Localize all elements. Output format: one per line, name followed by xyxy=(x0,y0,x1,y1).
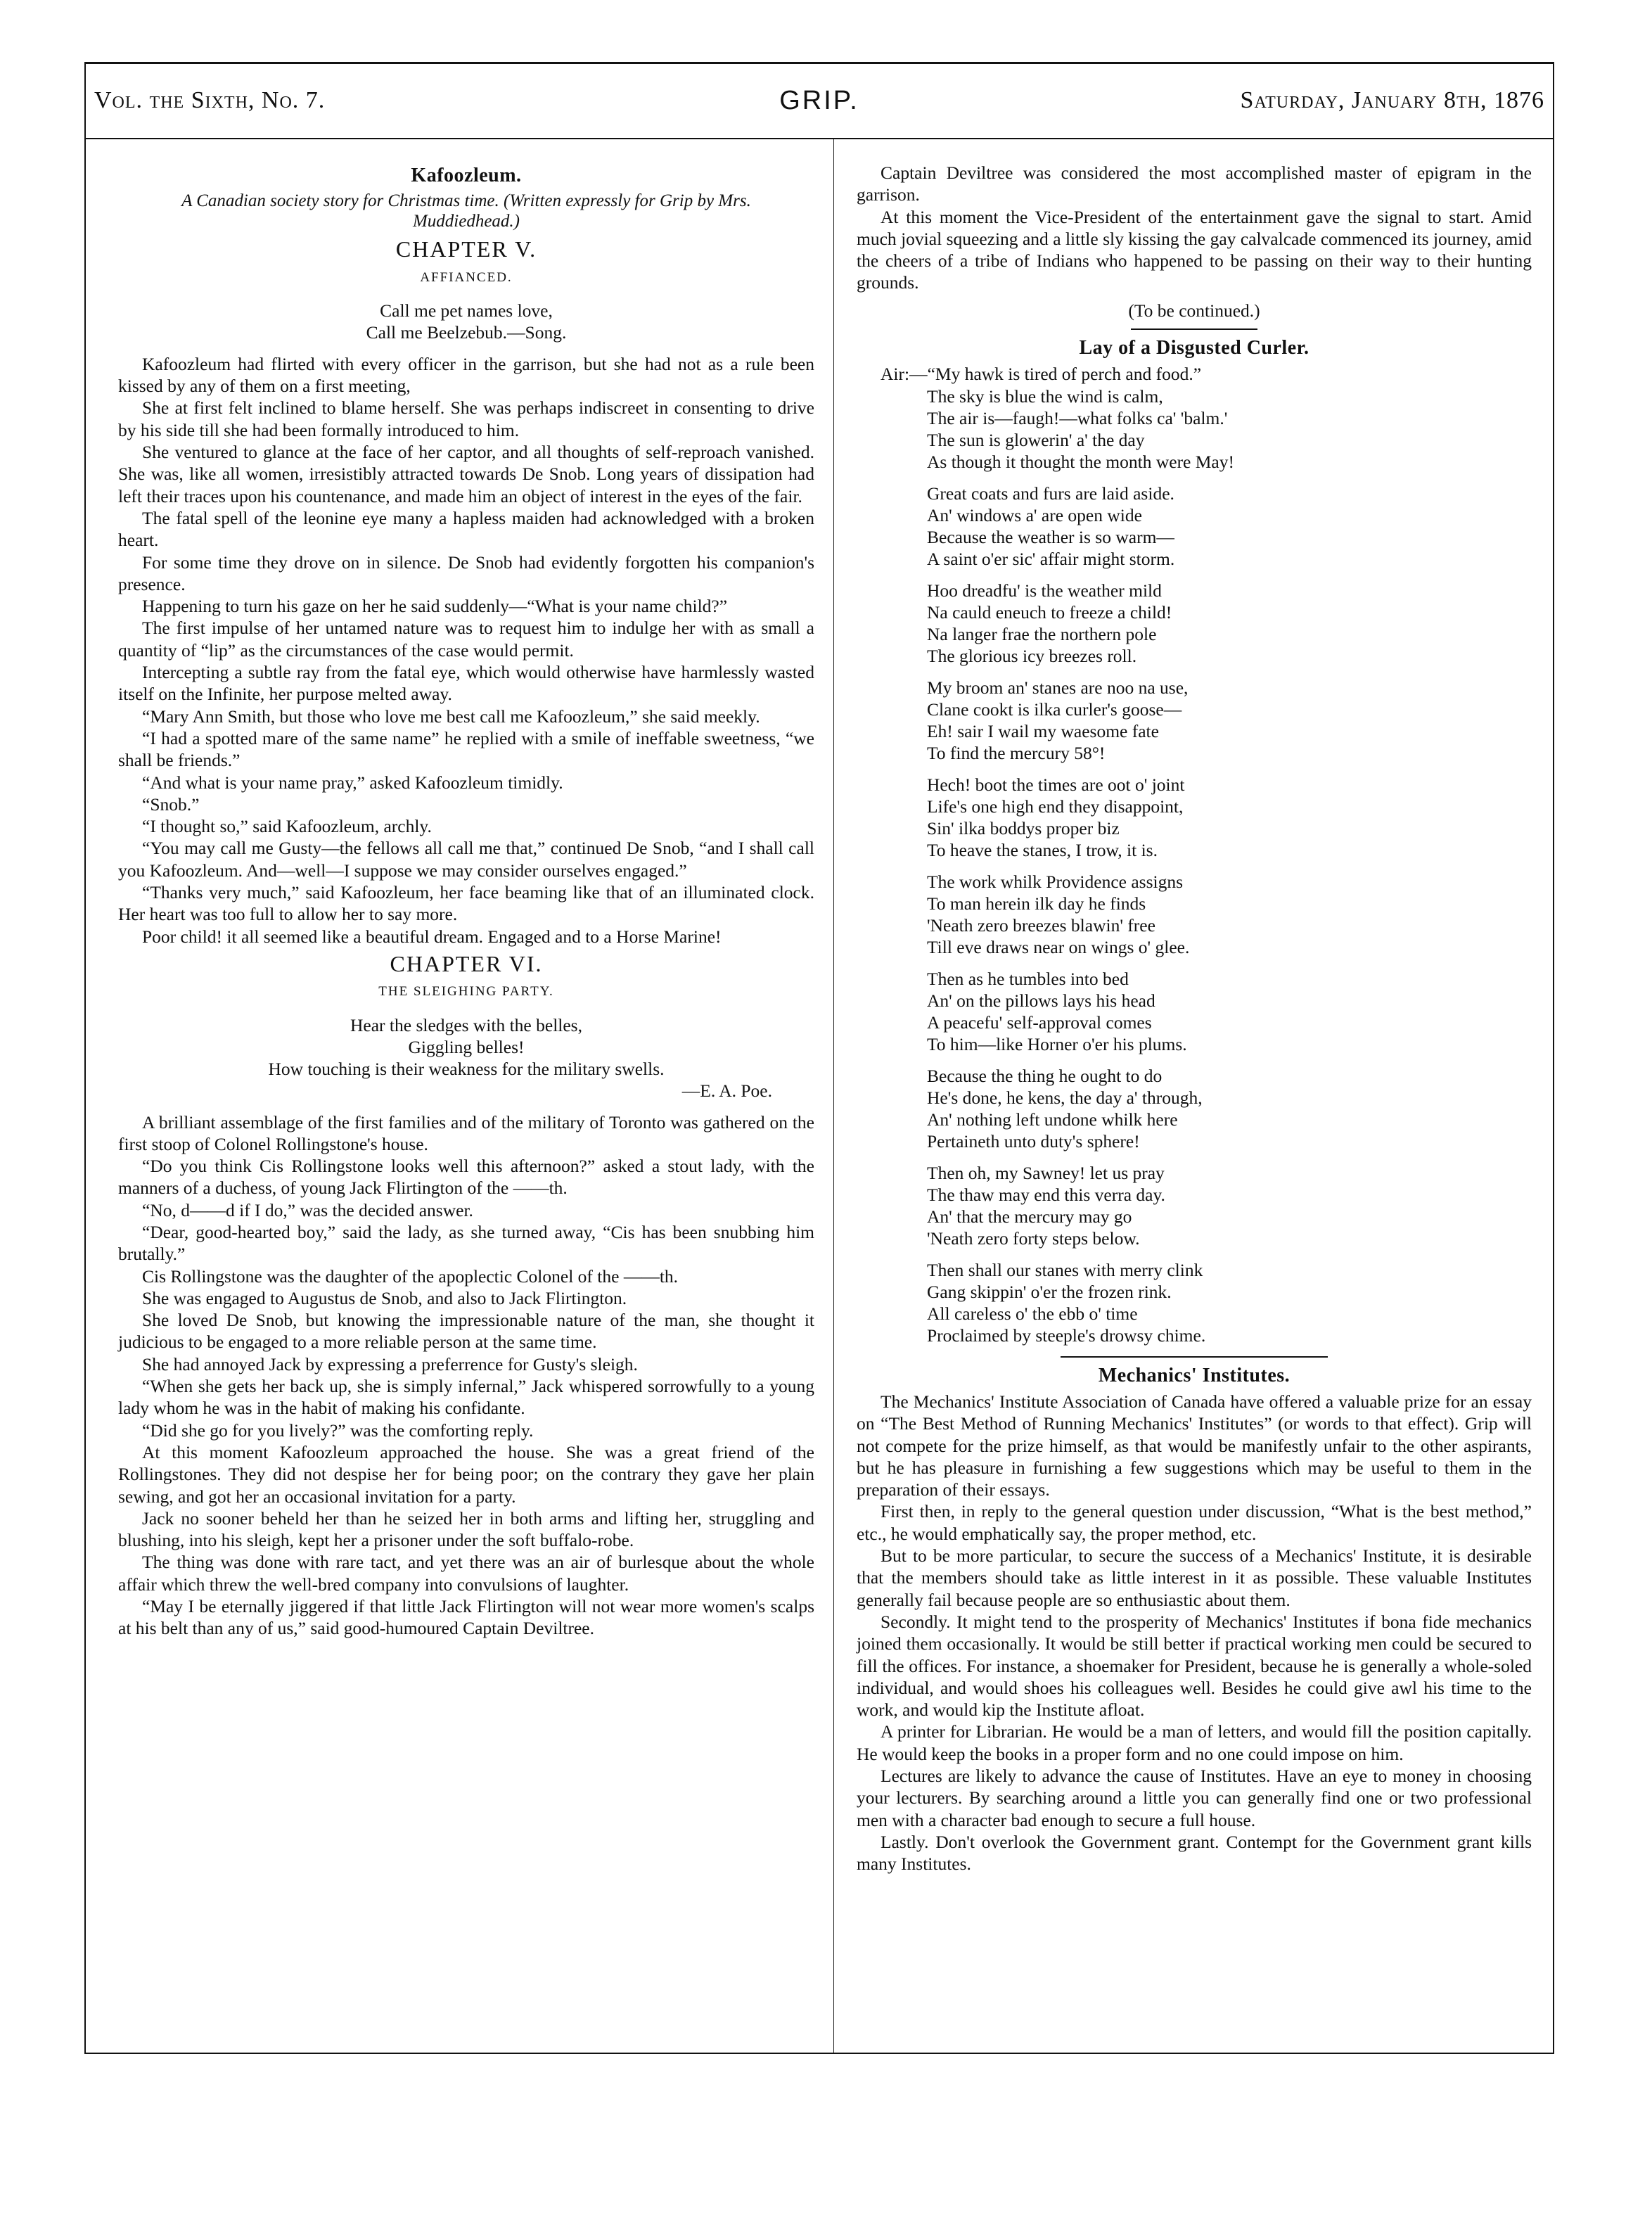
poem-stanza xyxy=(927,1065,1532,1152)
paragraph: At this moment the Vice-President of the entertainment gave the signal to start. Amid much jovial squeezing and a little sly kissing the gay calvalcade commenced its journey, amid the cheers of a tribe of Indians who happened to be passing on their way to their hunting grounds. xyxy=(857,206,1532,293)
epigraph-line: Call me pet names love, xyxy=(380,300,553,321)
poem-stanza xyxy=(927,774,1532,861)
paragraph: Secondly. It might tend to the prosperity of Mechanics' Institutes if bona fide mechanics joined them occasionally. It would be still better if practical working men could be secured to fill the offices. For instance, a shoemaker for President, because he is generally a whole-soled individual, and would shoes his colleagues well. Besides he could give awl his time to the work, and would kip the Institute afloat. xyxy=(857,1611,1532,1721)
paragraph: “May I be eternally jiggered if that little Jack Flirtington will not wear more women's scalps at his belt than any of us,” said good-humoured Captain Deviltree. xyxy=(118,1596,814,1639)
poem-body xyxy=(927,385,1532,1346)
paragraph: Lectures are likely to advance the cause of Institutes. Have an eye to money in choosing your lecturers. By searching around a little you can generally find one or two professional men with a character bad enough to secure a full house. xyxy=(857,1766,1532,1830)
chapter-5-heading: CHAPTER V. xyxy=(395,236,537,262)
mechanics-title: Mechanics' Institutes. xyxy=(1098,1364,1291,1386)
issue-date: Saturday, January 8th, 1876 xyxy=(1240,87,1544,113)
epigraph-line: Giggling belles! xyxy=(408,1036,525,1057)
paragraph: Cis Rollingstone was the daughter of the apoplectic Colonel of the ——th. xyxy=(142,1265,679,1287)
paragraph: “Thanks very much,” said Kafoozleum, her face beaming like that of an illuminated clock. Her heart was too full to allow her to say more. xyxy=(118,882,814,925)
paragraph: Intercepting a subtle ray from the fatal eye, which would otherwise have harmlessly wasted itself on the Infinite, her purpose melted away. xyxy=(118,662,814,705)
poem-line: He's done, he kens, the day a' through, xyxy=(927,1087,1203,1108)
paragraph: “Do you think Cis Rollingstone looks well this afternoon?” asked a stout lady, with the manners of a duchess, of young Jack Flirtington of the ——th. xyxy=(118,1156,814,1199)
paragraph: A printer for Librarian. He would be a man of letters, and would fill the position capitally. He would keep the books in a proper form and no one could impose on him. xyxy=(857,1721,1532,1764)
column-divider xyxy=(833,139,834,2053)
paragraph: “You may call me Gusty—the fellows all call me that,” continued De Snob, “and I shall call you Kafoozleum. And—well—I suppose we may consider ourselves engaged.” xyxy=(118,838,814,881)
chapter-6-subheading: THE SLEIGHING PARTY. xyxy=(378,984,554,1000)
paragraph: She loved De Snob, but knowing the impressionable nature of the man, she thought it judicious to be engaged to a more reliable person at the same time. xyxy=(118,1310,814,1353)
poem-line: An' windows a' are open wide xyxy=(927,504,1142,525)
poem-line: An' on the pillows lays his head xyxy=(927,990,1155,1011)
poem-line: Hoo dreadfu' is the weather mild xyxy=(927,580,1162,601)
masthead xyxy=(84,83,1554,125)
poem-line: A saint o'er sic' affair might storm. xyxy=(927,548,1175,569)
paragraph: “No, d——d if I do,” was the decided answer. xyxy=(142,1199,473,1220)
paragraph: The thing was done with rare tact, and yet there was an air of burlesque about the whole affair which threw the well-bred company into convulsions of laughter. xyxy=(118,1552,814,1595)
paragraph: The fatal spell of the leonine eye many a hapless maiden had acknowledged with a broken heart. xyxy=(118,507,814,551)
poem-line: Gang skippin' o'er the frozen rink. xyxy=(927,1281,1172,1302)
paragraph: “I thought so,” said Kafoozleum, archly. xyxy=(142,816,432,837)
epigraph-line: Call me Beelzebub.—Song. xyxy=(366,321,567,343)
poem-line: Life's one high end they disappoint, xyxy=(927,796,1184,817)
poem-line: The thaw may end this verra day. xyxy=(927,1184,1165,1205)
poem-air: Air:—“My hawk is tired of perch and food.” xyxy=(881,364,1202,385)
poem-title: Lay of a Disgusted Curler. xyxy=(1079,337,1310,359)
poem-line: Then shall our stanes with merry clink xyxy=(927,1259,1203,1280)
paragraph: Happening to turn his gaze on her he said suddenly—“What is your name child?” xyxy=(142,596,728,617)
poem-line: All careless o' the ebb o' time xyxy=(927,1303,1138,1324)
poem-line: Because the thing he ought to do xyxy=(927,1065,1163,1086)
paragraph: Lastly. Don't overlook the Government grant. Contempt for the Government grant kills many Institutes. xyxy=(857,1831,1532,1875)
masthead-rule xyxy=(84,138,1554,139)
volume-number: Vol. the Sixth, No. 7. xyxy=(94,87,326,113)
paragraph: A brilliant assemblage of the first families and of the military of Toronto was gathered on the first stoop of Colonel Rollingstone's house. xyxy=(118,1111,814,1154)
poem-line: Hech! boot the times are oot o' joint xyxy=(927,774,1185,795)
epigraph-line: How touching is their weakness for the military swells. xyxy=(268,1058,665,1079)
poem-line: My broom an' stanes are noo na use, xyxy=(927,677,1189,698)
paragraph: “I had a spotted mare of the same name” he replied with a smile of ineffable sweetness, “we shall be friends.” xyxy=(118,727,814,771)
poem-stanza xyxy=(927,968,1532,1055)
poem-stanza xyxy=(927,871,1532,958)
left-border xyxy=(84,62,86,2053)
paragraph: Captain Deviltree was considered the most accomplished master of epigram in the garrison. xyxy=(857,162,1532,205)
chapter-6-epigraph xyxy=(118,1014,814,1102)
poem-line: The sun is glowerin' a' the day xyxy=(927,429,1145,450)
poem-stanza xyxy=(927,1162,1532,1249)
poem-line: Eh! sair I wail my waesome fate xyxy=(927,720,1159,741)
paragraph: “When she gets her back up, she is simply infernal,” Jack whispered sorrowfully to a young lady whom he was in the habit of making his confidante. xyxy=(118,1376,814,1419)
poem-line: Clane cookt is ilka curler's goose— xyxy=(927,698,1182,720)
chapter-5-subheading: AFFIANCED. xyxy=(420,269,513,285)
paragraph: The Mechanics' Institute Association of Canada have offered a valuable prize for an essay on “The Best Method of Running Mechanics' Institutes” (or words to that effect). Grip will not compete for the prize himself, as that would be manifestly unfair to the other aspirants, but he has pleasure in furnishing a few suggestions which may be useful to them in the preparation of their essays. xyxy=(857,1391,1532,1500)
poem-line: The air is—faugh!—what folks ca' 'balm.' xyxy=(927,407,1228,428)
paragraph: “Mary Ann Smith, but those who love me best call me Kafoozleum,” she said meekly. xyxy=(142,706,760,727)
paragraph: “And what is your name pray,” asked Kafoozleum timidly. xyxy=(142,772,563,793)
paragraph: She at first felt inclined to blame herself. She was perhaps indiscreet in consenting to drive by his side till she had been formally introduced to him. xyxy=(118,397,814,440)
poem-line: Till eve draws near on wings o' glee. xyxy=(927,936,1190,957)
paragraph: “Did she go for you lively?” was the comforting reply. xyxy=(142,1420,534,1441)
poem-stanza xyxy=(927,677,1532,764)
paragraph: “Dear, good-hearted boy,” said the lady, as she turned away, “Cis has been snubbing him brutally.” xyxy=(118,1221,814,1265)
right-column xyxy=(857,162,1532,1875)
right-border xyxy=(1553,62,1554,2053)
paragraph: “Snob.” xyxy=(142,793,200,815)
paragraph: Jack no sooner beheld her than he seized her in both arms and lifting her, struggling and blushing, into his sleigh, kept her a prisoner under the soft buffalo-robe. xyxy=(118,1507,814,1551)
poem-line: To heave the stanes, I trow, it is. xyxy=(927,839,1158,860)
poem-line: Because the weather is so warm— xyxy=(927,526,1174,547)
poem-line: An' nothing left undone whilk here xyxy=(927,1109,1178,1130)
newspaper-page xyxy=(84,0,1554,2220)
paragraph: The first impulse of her untamed nature was to request him to indulge her with as small a quantity of “lip” as the circumstances of the case would permit. xyxy=(118,618,814,661)
poem-line: Sin' ilka boddys proper biz xyxy=(927,817,1120,838)
poem-line: Na cauld eneuch to freeze a child! xyxy=(927,601,1172,623)
story-subtitle: A Canadian society story for Christmas time. (Written expressly for Grip by Mrs. Muddiedhead.) xyxy=(181,191,751,231)
paragraph: But to be more particular, to secure the success of a Mechanics' Institute, it is desirable that the members should take as little interest in it as possible. These valuable Institutes generally fail because people are so enthusiastic about them. xyxy=(857,1545,1532,1610)
publication-title: GRIP. xyxy=(779,86,859,115)
paragraph: First then, in reply to the general question under discussion, “What is the best method,” etc., he would emphatically say, the proper method, etc. xyxy=(857,1501,1532,1544)
poem-line: Great coats and furs are laid aside. xyxy=(927,483,1174,504)
poem-line: 'Neath zero breezes blawin' free xyxy=(927,914,1155,936)
poem-line: The glorious icy breezes roll. xyxy=(927,645,1137,666)
epigraph-line: Hear the sledges with the belles, xyxy=(350,1014,582,1035)
poem-stanza xyxy=(927,1259,1532,1346)
paragraph: She had annoyed Jack by expressing a preferrence for Gusty's sleigh. xyxy=(142,1353,638,1374)
chapter-5-epigraph xyxy=(118,300,814,343)
epigraph-attribution: —E. A. Poe. xyxy=(681,1080,772,1101)
paragraph: Kafoozleum had flirted with every officer in the garrison, but she had not as a rule been kissed by any of them on a first meeting, xyxy=(118,353,814,397)
paragraph: She was engaged to Augustus de Snob, and also to Jack Flirtington. xyxy=(142,1287,627,1308)
poem-line: Na langer frae the northern pole xyxy=(927,623,1157,644)
paragraph: She ventured to glance at the face of her captor, and all thoughts of self-reproach vanished. She was, like all women, irresistibly attracted towards De Snob. Long years of dissipation had left their traces upon his countenance, and made him an object of interest in the eyes of the fair. xyxy=(118,442,814,506)
poem-line: As though it thought the month were May! xyxy=(927,451,1234,472)
poem-line: Then oh, my Sawney! let us pray xyxy=(927,1162,1165,1183)
poem-line: To him—like Horner o'er his plums. xyxy=(927,1033,1187,1054)
poem-stanza xyxy=(927,483,1532,570)
poem-line: Proclaimed by steeple's drowsy chime. xyxy=(927,1325,1206,1346)
poem-line: Then as he tumbles into bed xyxy=(927,968,1129,989)
poem-line: An' that the mercury may go xyxy=(927,1206,1132,1227)
story-title: Kafoozleum. xyxy=(411,165,522,186)
left-column xyxy=(118,162,814,1640)
poem-line: To find the mercury 58°! xyxy=(927,742,1106,763)
poem-line: To man herein ilk day he finds xyxy=(927,893,1146,914)
section-rule xyxy=(1131,328,1257,330)
bottom-rule xyxy=(84,2053,1554,2054)
chapter-6-heading: CHAPTER VI. xyxy=(390,950,543,976)
poem-stanza xyxy=(927,580,1532,667)
poem-stanza xyxy=(927,385,1532,473)
top-rule xyxy=(84,62,1554,64)
paragraph: At this moment Kafoozleum approached the house. She was a great friend of the Rollingstones. They did not despise her for being poor; on the contrary they gave her plain sewing, and got her an occasional invitation for a party. xyxy=(118,1441,814,1507)
paragraph: Poor child! it all seemed like a beautiful dream. Engaged and to a Horse Marine! xyxy=(142,926,722,947)
to-be-continued: (To be continued.) xyxy=(1128,300,1260,321)
section-rule xyxy=(1061,1356,1328,1358)
poem-line: The work whilk Providence assigns xyxy=(927,871,1184,892)
poem-line: 'Neath zero forty steps below. xyxy=(927,1227,1140,1249)
poem-line: Pertaineth unto duty's sphere! xyxy=(927,1130,1140,1152)
paragraph: For some time they drove on in silence. De Snob had evidently forgotten his companion's presence. xyxy=(118,551,814,594)
poem-line: A peacefu' self-approval comes xyxy=(927,1012,1152,1033)
poem-line: The sky is blue the wind is calm, xyxy=(927,385,1163,407)
